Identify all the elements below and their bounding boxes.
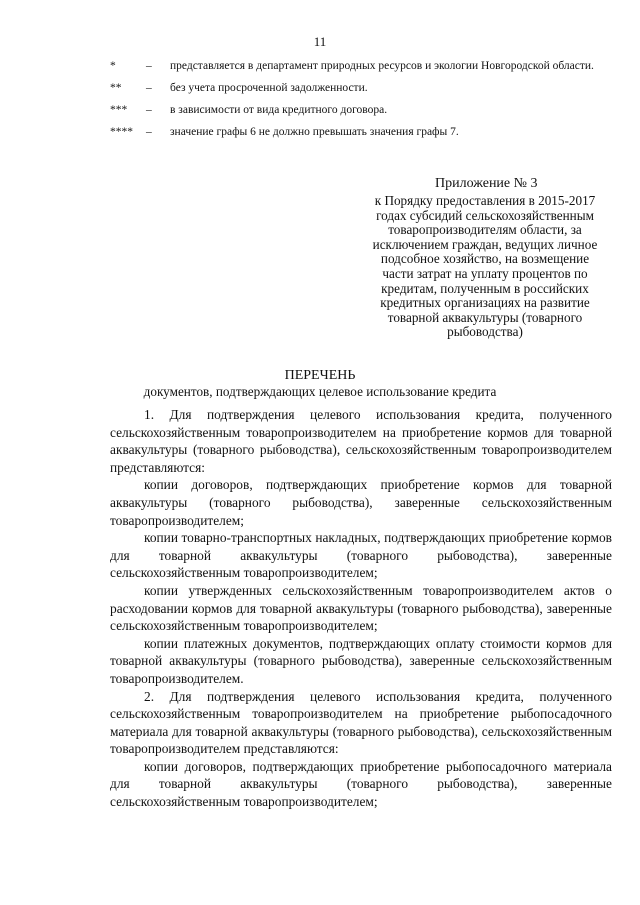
paragraph: копии товарно-транспортных накладных, подтверждающих приобретение кормов для товарной аквакультуры (товарного рыбоводства), заверенные сельскохозяйственным товаропроизводителем; bbox=[110, 530, 612, 581]
footnote-1 bbox=[110, 60, 610, 73]
page-number: 11 bbox=[313, 34, 327, 49]
paragraph: копии договоров, подтверждающих приобретение кормов для товарной аквакультуры (товарного рыбоводства), заверенные сельскохозяйственным товаропроизводителем; bbox=[110, 477, 612, 528]
footnote-dash: – bbox=[146, 82, 152, 94]
footnote-text: без учета просроченной задолженности. bbox=[170, 82, 368, 94]
footnote-dash: – bbox=[146, 60, 152, 72]
footnote-mark: * bbox=[110, 60, 116, 72]
footnote-mark: *** bbox=[110, 104, 128, 116]
footnote-text: представляется в департамент природных ресурсов и экологии Новгородской области. bbox=[170, 60, 594, 72]
paragraph: копии договоров, подтверждающих приобретение рыбопосадочного материала для товарной аквакультуры (товарного рыбоводства), заверенные сельскохозяйственным товаропроизводителем; bbox=[110, 758, 612, 810]
footnote-4 bbox=[110, 126, 610, 139]
footnote-text: значение графы 6 не должно превышать значения графы 7. bbox=[170, 126, 459, 138]
footnote-mark: **** bbox=[110, 126, 133, 138]
paragraph: копии платежных документов, подтверждающих оплату стоимости кормов для товарной аквакультуры (товарного рыбоводства), заверенные сельскохозяйственным товаропроизводителем. bbox=[110, 635, 612, 686]
appendix-title: Приложение № 3 bbox=[435, 176, 538, 191]
footnote-dash: – bbox=[146, 104, 152, 116]
document-title: ПЕРЕЧЕНЬ bbox=[284, 368, 356, 383]
paragraph: копии утвержденных сельскохозяйственным товаропроизводителем актов о расходовании кормов для товарной аквакультуры (товарного рыбоводства), заверенные сельскохозяйственным товаропроизводителем; bbox=[110, 582, 612, 634]
footnote-mark: ** bbox=[110, 82, 122, 94]
footnote-3 bbox=[110, 104, 610, 117]
footnotes bbox=[110, 60, 610, 148]
document-content bbox=[110, 406, 612, 811]
document-subtitle: документов, подтверждающих целевое использование кредита bbox=[143, 384, 497, 399]
footnote-2 bbox=[110, 82, 610, 95]
footnote-text: в зависимости от вида кредитного договора. bbox=[170, 104, 388, 116]
appendix-body: к Порядку предоставления в 2015-2017 годах субсидий сельскохозяйственным товаропроизводителям области, за исключением граждан, ведущих личное подсобное хозяйство, на возмещение части затрат на уплату процентов по кредитам, полученным в российских кредитных организациях на развитие товарной аквакультуры (товарного рыбоводства) bbox=[372, 193, 598, 340]
paragraph: 1. Для подтверждения целевого использования кредита, полученного сельскохозяйственным товаропроизводителем на приобретение кормов для товарной аквакультуры (товарного рыбоводства), сельскохозяйственным товаропроизводителем представляются: bbox=[110, 407, 612, 475]
paragraph: 2. Для подтверждения целевого использования кредита, полученного сельскохозяйственным товаропроизводителем на приобретение рыбопосадочного материала для товарной аквакультуры (товарного рыбоводства), сельскохозяйственным товаропроизводителем представляются: bbox=[110, 688, 612, 757]
footnote-dash: – bbox=[146, 126, 152, 138]
